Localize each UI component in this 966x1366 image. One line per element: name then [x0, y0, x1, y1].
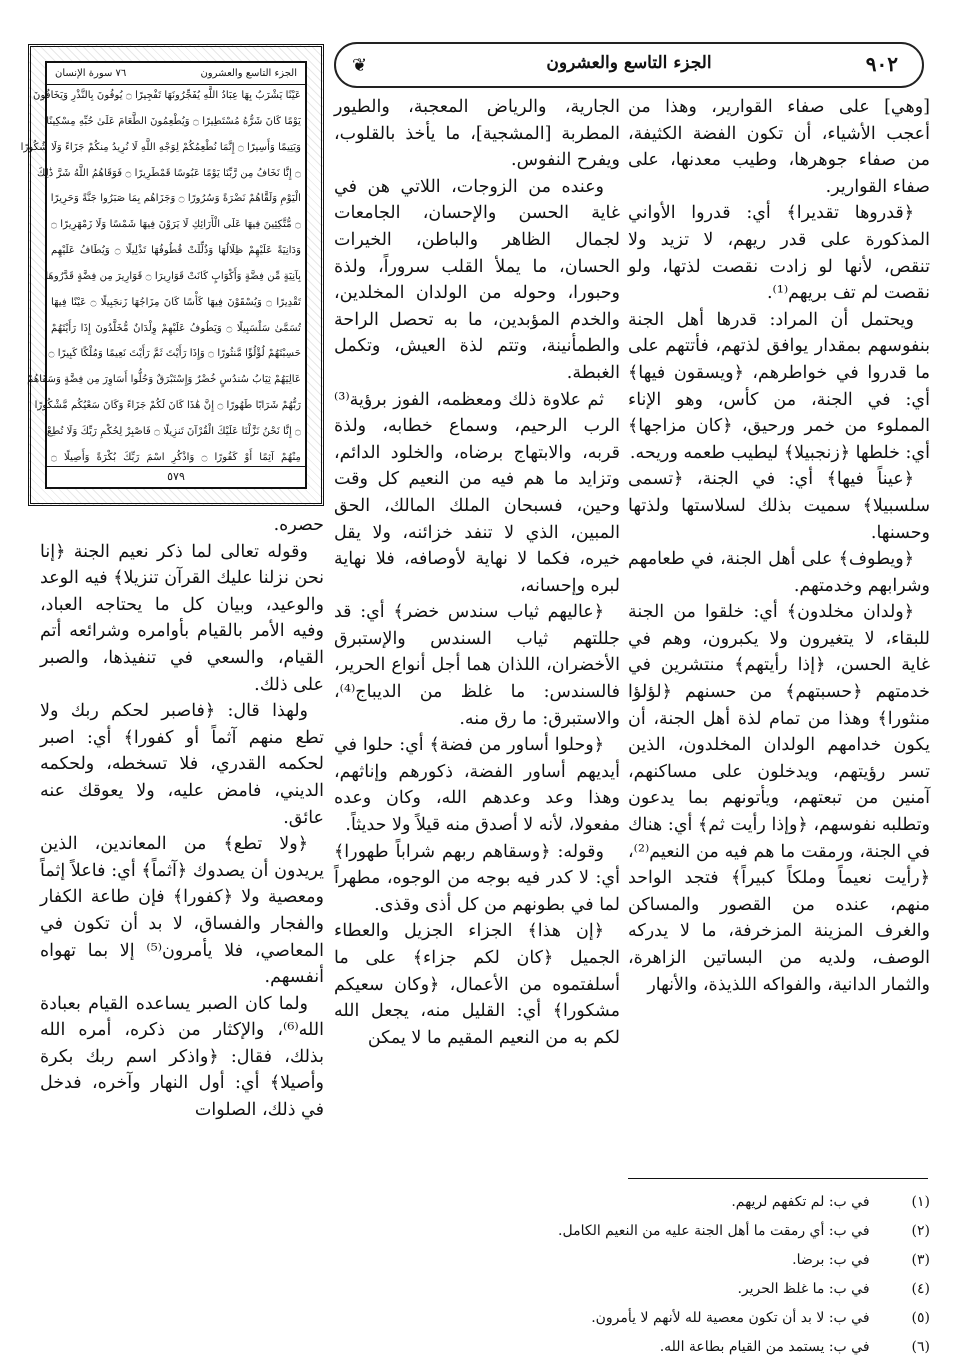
paragraph: [وهي] على صفاء القوارير، وهذا من أعجب الأشياء، أن تكون الفضة الكثيفة، من صفاء جوهرها، وطيب معدنها، على صفاء القوارير.	[628, 97, 930, 197]
paragraph: ثم علاوة ذلك ومعظمه، الفوز برؤية⁽³⁾ الرب الرحيم، وسماع خطابه، ولذة قربه، والابتهاج برضاه، والخلود الدائم، وتزايد ما هم فيه من النعيم كل وقت وحين، فسبحان الملك المالك، الحق المبين، الذي لا تنفد خزائنه، ولا يقل خيره، فكما لا نهاية لأوصافه، فلا نهاية لبره وإحسانه،	[334, 389, 620, 596]
mushaf-line: حَسِبْتَهُمْ لُؤْلُؤًا مَّنثُورًا ۝ وَإِذَا رَأَيْتَ ثَمَّ رَأَيْتَ نَعِيمًا وَمُلْكًا كَبِيرًا ۝	[48, 348, 301, 360]
paragraph: ﴿ولا تطع﴾ من المعاندين، الذين يريدون أن يصدوك ﴿آثماً﴾ أي: فاعلاً إثماً ومعصية ولا ﴿كفورا﴾ فإن طاعة الكفار والفجار والفساق، لا بد أن تكون في المعاصي، فلا يأمرون⁽⁵⁾ إلا بما تهواه أنفسهم.	[40, 834, 324, 988]
mushaf-line: يَوْمًا كَانَ شَرُّهُ مُسْتَطِيرًا ۝ وَيُطْعِمُونَ الطَّعَامَ عَلَىٰ حُبِّهِ مِسْكِينًا	[46, 115, 301, 127]
paragraph: ﴿وحلوا أساور من فضة﴾ أي: حلوا في أيديهم أساور الفضة، ذكورهم وإناثهم، وهذا وعد وعدهم الله، وكان وعده مفعولا، لأنه لا أصدق منه قيلاً ولا حديثاً.	[334, 735, 620, 836]
mushaf-line: بِآنِيَةٍ مِّن فِضَّةٍ وَأَكْوَابٍ كَانَتْ قَوَارِيرَا ۝ قَوَارِيرَ مِن فِضَّةٍ قَدَّرُوهَا	[45, 270, 301, 282]
footnote-text: في ب: لم تكفهم لريهم.	[731, 1194, 870, 1210]
footnote-divider	[628, 1178, 928, 1179]
paragraph: ﴿قدروها تقديرا﴾ أي: قدروا الأواني المذكورة على قدر ريهم، لا تزيد ولا تنقص، لأنها لو زادت نقصت لذتها، ولو نقصت لم تف بريهم⁽¹⁾.	[628, 203, 930, 304]
footnote-number: (٥)	[911, 1310, 930, 1326]
footnote-text: في ب: لا بد أن تكون معصية لله لأنهم لا يأمرون.	[591, 1310, 870, 1326]
page-header	[334, 42, 924, 88]
footnote-number: (٣)	[911, 1252, 930, 1268]
mushaf-surah-label: ٧٦ سورة الإنسان	[55, 68, 127, 79]
header-ornament: ❦	[352, 55, 368, 76]
mushaf-line: تُسَمَّىٰ سَلْسَبِيلًا ۝ وَيَطُوفُ عَلَيْهِمْ وِلْدَانٌ مُّخَلَّدُونَ إِذَا رَأَيْتَهُمْ	[51, 322, 301, 334]
mushaf-line: وَيَتِيمًا وَأَسِيرًا ۝ إِنَّمَا نُطْعِمُكُمْ لِوَجْهِ اللَّهِ لَا نُرِيدُ مِنكُمْ جَزَاءً وَلَا شُكُورًا	[20, 141, 301, 153]
page-number: ٩٠٢	[865, 52, 898, 76]
mushaf-line: ۝ مُّتَّكِئِينَ فِيهَا عَلَى الْأَرَائِكِ لَا يَرَوْنَ فِيهَا شَمْسًا وَلَا زَمْهَرِيرًا ۝	[51, 219, 301, 231]
footnote	[370, 1217, 930, 1246]
footnote-text: في ب: أي رمقت ما أهل الجنة عليه من النعيم الكامل.	[558, 1223, 870, 1239]
paragraph: حصره.	[273, 515, 324, 535]
mushaf-line: الْيَوْمِ وَلَقَّاهُمْ نَضْرَةً وَسُرُورًا ۝ وَجَزَاهُم بِمَا صَبَرُوا جَنَّةً وَحَرِيرًا	[50, 193, 301, 205]
juz-title: الجزء التاسع والعشرون	[546, 53, 712, 73]
paragraph: ﴿عيناً فيها﴾ أي: في الجنة، ﴿تسمى سلسبيلا﴾ سميت بذلك لسلاستها ولذتها وحسنها.	[628, 469, 930, 543]
paragraph: ولهذا قال: ﴿فاصبر لحكم ربك ولا تطع منهم آثماً أو كفورا﴾ أي: اصبر لحكمه القدري، فلا تسخطه، ولحكمه الديني، فامض عليه، ولا يعوقك عنه عائق.	[40, 701, 324, 828]
mushaf-line: تَقْدِيرًا ۝ وَيُسْقَوْنَ فِيهَا كَأْسًا كَانَ مِزَاجُهَا زَنجَبِيلًا ۝ عَيْنًا فِيهَا	[51, 296, 301, 308]
footnote-text: في ب: يستمد من القيام بطاعة الله.	[659, 1339, 870, 1355]
mushaf-line: عَيْنًا يَشْرَبُ بِهَا عِبَادُ اللَّهِ يُفَجِّرُونَهَا تَفْجِيرًا ۝ يُوفُونَ بِالنَّذْرِ وَيَخَافُونَ	[32, 90, 301, 101]
paragraph: ﴿ولدان مخلدون﴾ أي: خلقوا من الجنة للبقاء، لا يتغيرون ولا يكبرون، وهم في غاية الحسن، ﴿إذا رأيتهم﴾ منتشرين في خدمتهم ﴿حسبتهم﴾ من حسنهم ﴿لؤلؤا منثورا﴾ وهذا من تمام لذة أهل الجنة، أن يكون خدامهم الولدان المخلدون، الذين تسر رؤيتهم، ويدخلون على مساكنهم، آمنين من تبعتهم، ويأتونهم بما يدعون وتطلبه نفوسهم، ﴿وإذا رأيت ثم﴾ أي: هناك في الجنة، ورمقت ما هم فيه من النعيم⁽²⁾، ﴿رأيت نعيماً وملكاً كبيراً﴾ فتجد الواحد منهم، عنده من القصور والمساكن والغرف المزينة المزخرفة، ما لا يدركه الوصف، ولديه من البساتين الزاهرة، والثمار الدانية، والفواكه اللذيذة، والأنهار	[628, 602, 930, 995]
footnote-text: في ب: برضا.	[792, 1252, 870, 1268]
footnote-number: (٤)	[911, 1281, 930, 1297]
mushaf-footer	[47, 466, 305, 487]
paragraph: وعنده من الزوجات، اللاتي هن في غاية الحسن والإحسان، الجامعات لجمال الظاهر والباطن، الخيرات الحسان، ما يملأ القلب سروراً، ولذة وحبورا، وحوله من الولدان المخلدين، والخدم المؤبدين، ما به تحصل الراحة والطمأنينة، وتتم لذة العيش، وتكمل الغبطة.	[334, 176, 620, 383]
paragraph: ﴿عاليهم ثياب سندس خضر﴾ أي: قد جللتهم ثياب السندس والإستبرق الأخضران، اللذان هما أجل أنواع الحرير، فالسندس: ما غلظ من الديباج⁽⁴⁾، والاستبرق: ما رق منه.	[334, 602, 620, 729]
mushaf-text-frame	[20, 61, 307, 489]
footnote-number: (٦)	[911, 1339, 930, 1355]
footnote-number: (٢)	[911, 1223, 930, 1239]
footnote	[370, 1304, 930, 1333]
text-column-middle	[334, 94, 620, 1154]
paragraph: ولما كان الصبر يساعده القيام بعبادة الله⁽⁶⁾، والإكثار من ذكره، أمره الله بذلك، فقال: ﴿واذكر اسم ربك بكرة وأصيلا﴾ أي: أول النهار وآخره، فدخل في ذلك، الصلوات	[40, 993, 324, 1121]
mushaf-line: وَدَانِيَةً عَلَيْهِمْ ظِلَالُهَا وَذُلِّلَتْ قُطُوفُهَا تَذْلِيلًا ۝ وَيُطَافُ عَلَيْهِم	[51, 245, 301, 257]
paragraph: ويحتمل أن المراد: قدرها أهل الجنة بنفوسهم بمقدار يوافق لذتهم، فأتتهم على ما قدروا في خواطرهم، ﴿ويسقون فيها﴾ أي: في الجنة، من كأس، وهو الإناء المملوء من خمر ورحيق، ﴿كان مزاجها﴾ أي: خلطها ﴿زنجبيلا﴾ ليطيب طعمه وريحه.	[628, 309, 930, 463]
mushaf-lines	[20, 89, 302, 465]
text-column-left	[40, 512, 324, 1152]
footnote	[370, 1333, 930, 1362]
mushaf-line: ۝ إِنَّا نَحْنُ نَزَّلْنَا عَلَيْكَ الْقُرْآنَ تَنزِيلًا ۝ فَاصْبِرْ لِحُكْمِ رَبِّكَ وَلَا تُطِعْ	[46, 425, 301, 437]
mushaf-page-panel	[20, 44, 324, 506]
paragraph: الجارية، والرياض المعجبة، والطيور المطربة [المشجية]، ما يأخذ بالقلوب، ويفرح النفوس.	[334, 97, 620, 171]
paragraph: وقوله: ﴿وسقاهم ربهم شراباً طهورا﴾ أي: لا كدر فيه بوجه من الوجوه، مطهراً لما في بطونهم من كل أذى وقذى.	[334, 841, 620, 915]
footnote-number: (١)	[911, 1194, 930, 1210]
mushaf-juz-label: الجزء التاسع والعشرون	[200, 68, 297, 79]
text-column-right	[628, 94, 930, 1154]
mushaf-line: عَالِيَهُمْ ثِيَابُ سُندُسٍ خُضْرٌ وَإِسْتَبْرَقٌ وَحُلُّوا أَسَاوِرَ مِن فِضَّةٍ وَسَقَاهُمْ	[27, 374, 301, 386]
mushaf-page-number: ٥٧٩	[167, 470, 185, 483]
footnote	[370, 1188, 930, 1217]
mushaf-line: ۝ إِنَّا نَخَافُ مِن رَّبِّنَا يَوْمًا عَبُوسًا قَمْطَرِيرًا ۝ فَوَقَاهُمُ اللَّهُ شَرَّ ذَٰلِكَ	[37, 167, 301, 179]
mushaf-line: رَبُّهُمْ شَرَابًا طَهُورًا ۝ إِنَّ هَٰذَا كَانَ لَكُمْ جَزَاءً وَكَانَ سَعْيُكُم مَّشْكُورًا	[34, 400, 301, 412]
footnote	[370, 1275, 930, 1304]
mushaf-header	[47, 63, 305, 85]
mushaf-line: مِنْهُمْ آثِمًا أَوْ كَفُورًا ۝ وَاذْكُرِ اسْمَ رَبِّكَ بُكْرَةً وَأَصِيلًا ۝	[51, 451, 302, 463]
paragraph: وقوله تعالى لما ذكر نعيم الجنة ﴿إنا نحن نزلنا عليك القرآن تنزيلا﴾ فيه الوعد والوعيد، وبيان كل ما يحتاجه العباد، وفيه الأمر بالقيام بأوامره وشرائعه أتم القيام، والسعي في تنفيذها، والصبر على ذلك.	[40, 541, 324, 695]
paragraph: ﴿إن هذا﴾ الجزاء الجزيل والعطاء الجميل ﴿كان لكم جزاء﴾ على ما أسلفتموه من الأعمال، ﴿وكان سعيكم مشكورا﴾ أي: القليل منه، يجعل الله لكم به من النعيم المقيم ما لا يمكن	[334, 921, 620, 1048]
paragraph: ﴿ويطوف﴾ على أهل الجنة، في طعامهم وشرابهم وخدمتهم.	[628, 549, 930, 596]
footnote	[370, 1246, 930, 1275]
footnotes	[370, 1188, 930, 1362]
footnote-text: في ب: ما غلظ الحرير.	[737, 1281, 870, 1297]
